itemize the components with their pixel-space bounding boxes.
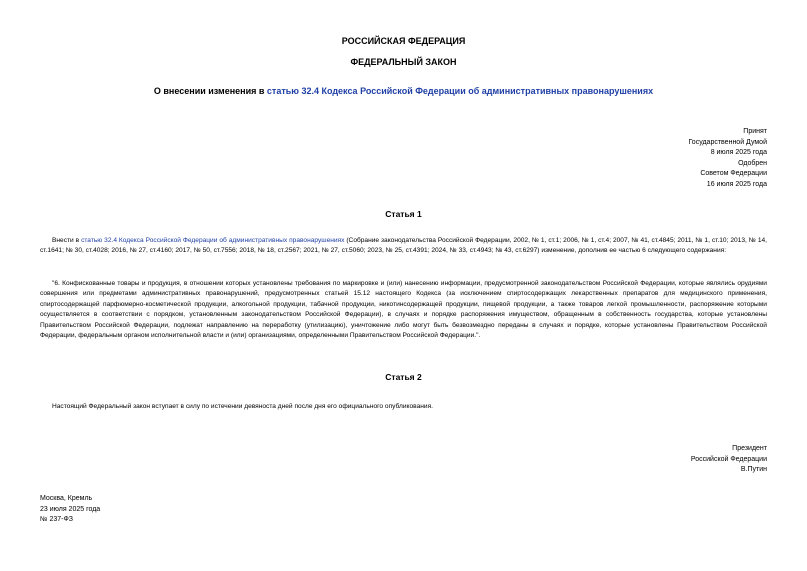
signer-position: Президент	[732, 445, 767, 452]
law-number: № 237-ФЗ	[40, 516, 74, 524]
adoption-date: 8 июля 2025 года	[710, 149, 767, 157]
subject-link[interactable]: статью 32.4 Кодекса Российской Федерации об административных правонарушениях	[266, 86, 654, 96]
signer-position: Российской Федерации	[690, 455, 767, 463]
law-type-heading: ФЕДЕРАЛЬНЫЙ ЗАКОН	[350, 57, 457, 67]
approval-line: Советом Федерации	[700, 170, 767, 178]
approval-line: Одобрен	[738, 159, 767, 167]
article-1-title: Статья 1	[385, 209, 422, 219]
adoption-line: Принят	[743, 128, 767, 135]
intro-rest: (Собрание законодательства Российской Федерации, 2002, № 1, ст.1; 2006, № 1, ст.4; 2007, № 41, ст.4845; 2011, № 1, ст.10; 2013, № 14, ст.1641; № 30, ст.4028; 2016, № 27, ст.4160; 2017, № 50, ст.7556; 2018, № 18, ст.2567; 2021, № 27, ст.5060; 2023, № 25, ст.4391; 2024, № 33, ст.4943; № 43, ст.6297) изменение, дополнив ее частью 6 следующего содержания:	[40, 237, 768, 255]
place: Москва, Кремль	[40, 495, 93, 502]
signing-date: 23 июля 2025 года	[40, 505, 101, 513]
subject-prefix: О внесении изменения в	[153, 86, 267, 96]
article-2-text: Настоящий Федеральный закон вступает в силу по истечении девяноста дней после дня его официального опубликования.	[52, 403, 433, 410]
adoption-block	[688, 127, 767, 191]
article-1-intro	[40, 236, 767, 257]
intro-link[interactable]: статью 32.4 Кодекса Российской Федерации об административных правонарушениях	[81, 237, 345, 244]
adoption-line: Государственной Думой	[688, 138, 767, 146]
federation-heading: РОССИЙСКАЯ ФЕДЕРАЦИЯ	[341, 36, 466, 46]
law-subject	[0, 86, 807, 96]
signer-name: В.Путин	[740, 466, 767, 474]
place-date-block	[40, 494, 100, 526]
approval-date: 16 июля 2025 года	[706, 180, 767, 188]
signature-block	[691, 444, 767, 476]
article-1-amendment: "6. Конфискованные товары и продукция, в отношении которых установлены требования по маркировке и (или) нанесению информации, предусмотренной законодательством Российской Федерации, которые являлись орудиями совершения или предметами административных правонарушений, предусмотренных статьей 15.12 настоящего Кодекса (за исключением спиртосодержащих лекарственных препаратов для медицинского применения, спиртосодержащей парфюмерно-косметической продукции, алкогольной продукции, табачной продукции, никотинсодержащей продукции, пищевой продукции, а также товаров легкой промышленности, распоряжение которыми осуществляется в соответствии с порядком, установленным законодательством Российской Федерации), в случаях и порядке распоряжения имуществом, обращенным в собственность государства, которые установлены Правительством Российской Федерации, подлежат направлению на переработку (утилизацию), уничтожение либо могут быть безвозмездно переданы в случаях и порядке, которые установлены Правительством Российской Федерации, федеральным органом исполнительной власти и (или) организациями, определенными Правительством Российской Федерации.".	[40, 280, 767, 340]
article-2-title: Статья 2	[385, 372, 422, 382]
intro-prefix: Внести в	[52, 237, 82, 244]
